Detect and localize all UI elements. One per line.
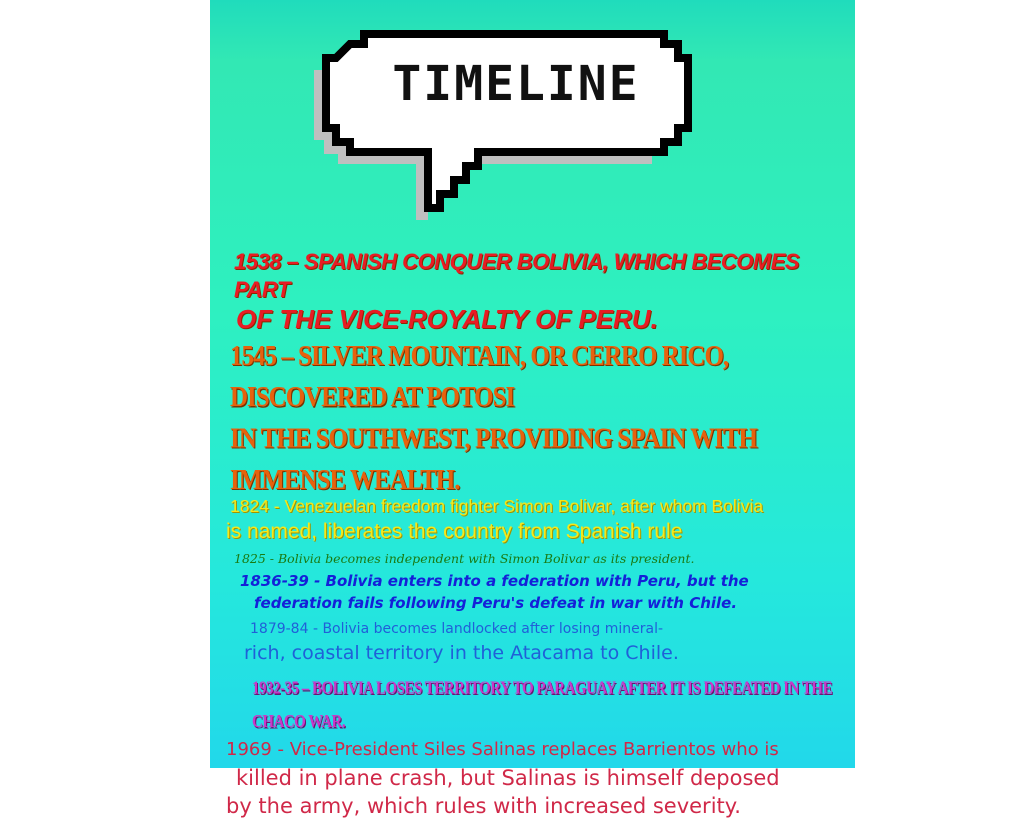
speech-bubble-icon bbox=[328, 14, 728, 234]
timeline-entry-1969 bbox=[226, 736, 840, 820]
timeline-entry-1932: 1932-35 – BOLIVIA LOSES TERRITORY TO PARAGUAY AFTER IT IS DEFEATED IN THE CHACO WAR. bbox=[252, 679, 833, 732]
entry-line: 1545 – SILVER MOUNTAIN, OR CERRO RICO, DISCOVERED AT POTOSI bbox=[230, 340, 729, 414]
timeline-entry-1879 bbox=[244, 618, 840, 666]
entry-line: 1879-84 - Bolivia becomes landlocked after losing mineral- bbox=[250, 621, 664, 637]
timeline-entry-1825: 1825 - Bolivia becomes independent with Simon Bolivar as its president. bbox=[234, 551, 695, 566]
timeline-title: TIMELINE bbox=[392, 56, 640, 112]
entry-line: 1836-39 - Bolivia enters into a federation with Peru, but the bbox=[240, 572, 749, 590]
entry-line: rich, coastal territory in the Atacama to Chile. bbox=[244, 642, 679, 664]
entry-line: OF THE VICE-ROYALTY OF PERU. bbox=[236, 304, 658, 334]
entry-line: by the army, which rules with increased severity. bbox=[226, 794, 741, 818]
speech-bubble bbox=[328, 14, 728, 234]
timeline-entries bbox=[226, 248, 840, 820]
entry-line: 1538 – SPANISH CONQUER BOLIVIA, WHICH BECOMES PART bbox=[234, 249, 800, 302]
entry-line: 1969 - Vice-President Siles Salinas replaces Barrientos who is bbox=[226, 739, 779, 760]
entry-line: federation fails following Peru's defeat in war with Chile. bbox=[254, 594, 738, 612]
timeline-slide bbox=[210, 0, 855, 818]
entry-line: IN THE SOUTHWEST, PROVIDING SPAIN WITH IMMENSE WEALTH. bbox=[230, 423, 757, 496]
timeline-entry-1836 bbox=[240, 570, 840, 614]
entry-line: 1824 - Venezuelan freedom fighter Simon Bolivar, after whom Bolivia bbox=[230, 496, 764, 516]
timeline-entry-1824 bbox=[226, 494, 840, 546]
timeline-entry-1538 bbox=[234, 248, 840, 334]
entry-line: killed in plane crash, but Salinas is himself deposed bbox=[236, 766, 780, 790]
entry-line: is named, liberates the country from Spanish rule bbox=[226, 520, 683, 543]
timeline-entry-1545 bbox=[230, 336, 840, 502]
